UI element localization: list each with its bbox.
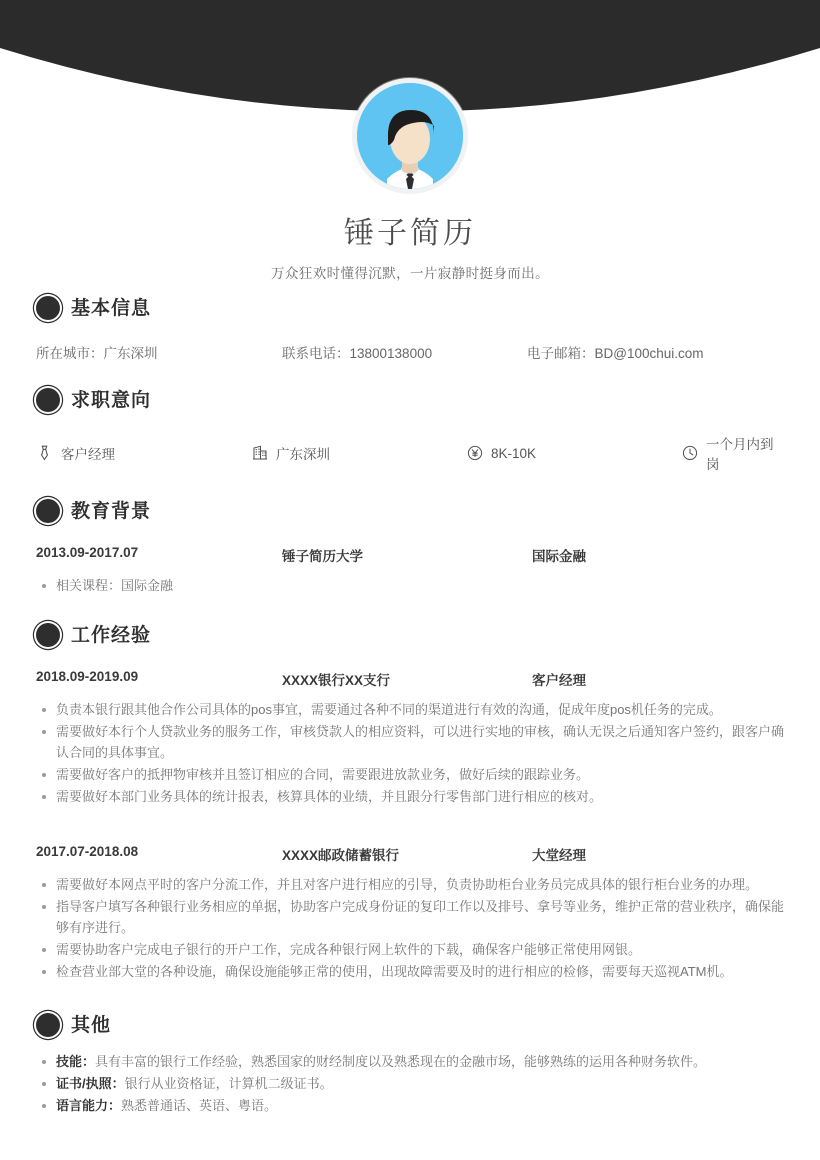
- section-other: [0, 1013, 820, 1116]
- other-value: 银行从业资格证，计算机二级证书。: [124, 1076, 333, 1091]
- other-value: 具有丰富的银行工作经验，熟悉国家的财经制度以及熟悉现在的金融市场，能够熟练的运用各种财务软件。: [95, 1054, 707, 1069]
- section-header: [36, 296, 784, 320]
- job-intention-row: [36, 433, 784, 473]
- section-bullet-icon: [36, 296, 60, 320]
- entry-school: 锤子简历大学: [282, 549, 363, 564]
- section-header: [36, 623, 784, 647]
- entry-header: [36, 844, 784, 864]
- avatar: [352, 78, 468, 194]
- work-entry: [36, 844, 784, 982]
- intention-availability-value: 一个月内到岗: [706, 437, 774, 472]
- entry-bullet-list: [36, 874, 784, 982]
- list-item: 需要做好本行个人贷款业务的服务工作，审核贷款人的相应资料，可以进行实地的审核，确认无误之后通知客户签约，跟客户确认合同的具体事宜。: [36, 721, 784, 763]
- intention-position-value: 客户经理: [61, 447, 115, 462]
- intention-salary: [466, 433, 681, 473]
- phone-field: 联系电话：13800138000: [282, 346, 433, 361]
- page-title: 锤子简历: [344, 217, 476, 250]
- list-item: 需要做好本部门业务具体的统计报表，核算具体的业绩，并且跟分行零售部门进行相应的核对。: [36, 786, 784, 807]
- intention-location-value: 广东深圳: [276, 447, 330, 462]
- section-title: 求职意向: [71, 389, 152, 411]
- section-bullet-icon: [36, 499, 60, 523]
- entry-header: [36, 669, 784, 689]
- resume-content: [0, 296, 820, 1117]
- entry-role: 客户经理: [532, 673, 586, 688]
- intention-location: [251, 433, 466, 473]
- section-title: 工作经验: [71, 624, 152, 646]
- email-field: 电子邮箱：BD@100chui.com: [527, 346, 704, 361]
- entry-major: 国际金融: [532, 549, 586, 564]
- section-bullet-icon: [36, 388, 60, 412]
- list-item: 需要做好客户的抵押物审核并且签订相应的合同，需要跟进放款业务，做好后续的跟踪业务。: [36, 764, 784, 785]
- entry-header: [36, 545, 784, 565]
- section-bullet-icon: [36, 1013, 60, 1037]
- entry-date: 2017.07-2018.08: [36, 844, 139, 859]
- list-item: 检查营业部大堂的各种设施，确保设施能够正常的使用，出现故障需要及时的进行相应的检修，需要每天巡视ATM机。: [36, 961, 784, 982]
- list-item: [36, 1051, 784, 1072]
- intention-position: [36, 433, 251, 473]
- entry-bullet-list: [36, 699, 784, 807]
- section-basic-info: [0, 296, 820, 362]
- entry-date: 2013.09-2017.07: [36, 545, 139, 560]
- section-job-intention: [0, 388, 820, 473]
- section-education: [0, 499, 820, 596]
- entry-role: 大堂经理: [532, 848, 586, 863]
- section-header: [36, 499, 784, 523]
- list-item: 需要协助客户完成电子银行的开户工作，完成各种银行网上软件的下载，确保客户能够正常使用网银。: [36, 939, 784, 960]
- entry-bullet-list: [36, 575, 784, 596]
- list-item: 指导客户填写各种银行业务相应的单据，协助客户完成身份证的复印工作以及排号、拿号等业务，维护正常的营业秩序，确保能够有序进行。: [36, 896, 784, 938]
- building-icon: [251, 445, 268, 462]
- clock-icon: [681, 445, 698, 462]
- list-item: [36, 1073, 784, 1094]
- other-list: [36, 1051, 784, 1116]
- tie-icon: [36, 445, 53, 462]
- other-value: 熟悉普通话、英语、粤语。: [121, 1098, 278, 1113]
- entry-date: 2018.09-2019.09: [36, 669, 139, 684]
- yen-circle-icon: [466, 445, 483, 462]
- other-label: 技能：: [56, 1054, 96, 1069]
- education-entry: [36, 545, 784, 596]
- section-title: 其他: [71, 1014, 112, 1036]
- list-item: 负责本银行跟其他合作公司具体的pos事宜，需要通过各种不同的渠道进行有效的沟通，促成年度pos机任务的完成。: [36, 699, 784, 720]
- section-header: [36, 1013, 784, 1037]
- work-entry: [36, 669, 784, 807]
- section-title: 基本信息: [71, 297, 152, 319]
- section-header: [36, 388, 784, 412]
- section-work-experience: [0, 623, 820, 982]
- other-label: 证书/执照：: [56, 1076, 125, 1091]
- section-bullet-icon: [36, 623, 60, 647]
- city-field: 所在城市：广东深圳: [36, 346, 158, 361]
- avatar-image: [357, 83, 463, 189]
- tagline: 万众狂欢时懂得沉默，一片寂静时挺身而出。: [271, 266, 549, 281]
- list-item: 需要做好本网点平时的客户分流工作，并且对客户进行相应的引导，负责协助柜台业务员完成具体的银行柜台业务的办理。: [36, 874, 784, 895]
- entry-company: XXXX银行XX支行: [282, 673, 391, 688]
- other-label: 语言能力：: [56, 1098, 122, 1113]
- section-title: 教育背景: [71, 500, 152, 522]
- list-item: 相关课程：国际金融: [36, 575, 784, 596]
- intention-salary-value: 8K-10K: [491, 445, 537, 461]
- intention-availability: [681, 433, 784, 473]
- basic-info-row: [36, 342, 784, 362]
- entry-company: XXXX邮政储蓄银行: [282, 848, 400, 863]
- list-item: [36, 1095, 784, 1116]
